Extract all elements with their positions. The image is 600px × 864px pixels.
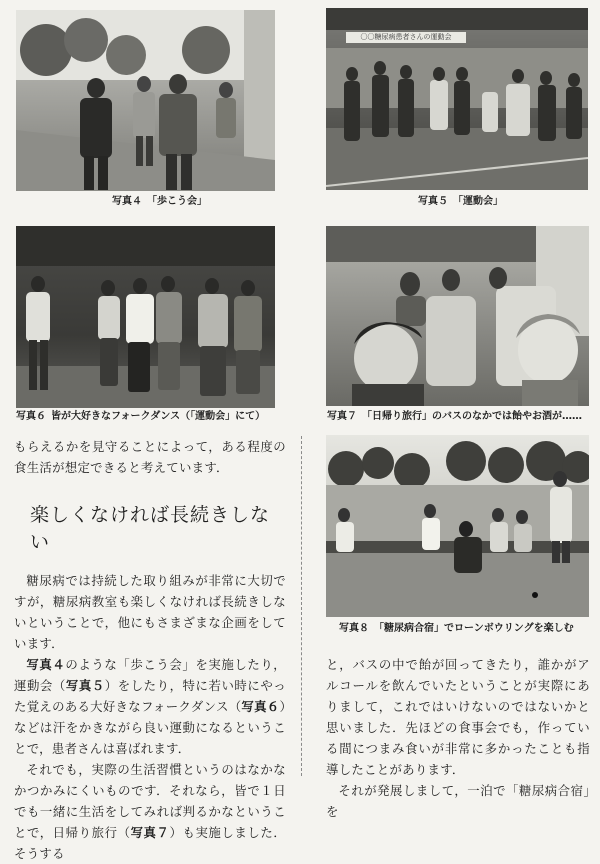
caption-photo-6 xyxy=(16,411,265,423)
caption-photo-8 xyxy=(339,623,574,635)
caption-number: 写真６ xyxy=(16,411,46,422)
photo-4 xyxy=(16,10,275,191)
right-paragraph-2: それが発展しまして，一泊で「糖尿病合宿」を xyxy=(326,783,590,819)
banner: 〇〇糖尿病患者さんの運動会 xyxy=(346,32,466,43)
caption-number: 写真５ xyxy=(418,196,448,207)
photo-ref: 写真７ xyxy=(130,825,170,840)
left-text-column xyxy=(14,436,286,864)
photo-7 xyxy=(326,226,589,406)
text-run: それでも，実際の生活習慣というのはなかなかつかみにくいものです．それなら，皆で１日でも一緒に生活をしてみれば判るかなということで，日帰り旅行（ xyxy=(14,762,286,840)
caption-photo-7 xyxy=(327,411,582,423)
right-paragraph-1: と，バスの中で飴が回ってきたり，誰かがアルコールを飲んでいたということが実際にありまして，これではいけないのではないかと思いました．先ほどの食事会でも，作っている間につまみ食いが非常に多かったことも指導したことがあります． xyxy=(326,657,590,777)
paragraph-1: 糖尿病では持続した取り組みが非常に大切ですが，糖尿病教室も楽しくなければ長続きしないということで，他にもさまざまな企画をしています． xyxy=(14,573,286,651)
photo-6 xyxy=(16,226,275,408)
caption-number: 写真７ xyxy=(327,411,357,422)
paragraph-3 xyxy=(14,759,286,864)
right-text-column xyxy=(326,654,590,822)
caption-title: 「糖尿病合宿」でローンボウリングを楽しむ xyxy=(374,623,574,634)
photo-ref: 写真６ xyxy=(241,699,280,714)
text-run: ）をしたり，特に若い時にやった覚えのある大好きなフォークダンス（ xyxy=(14,678,286,714)
caption-photo-5 xyxy=(418,196,503,208)
caption-title: 「運動会」 xyxy=(453,196,503,207)
caption-title: 「日帰り旅行」のバスのなかでは飴やお酒が…… xyxy=(362,411,582,422)
text-run: のような「歩こう会」を実施したり，運動会（ xyxy=(14,657,286,693)
caption-photo-4 xyxy=(112,196,207,208)
caption-title: 皆が大好きなフォークダンス（「運動会」にて） xyxy=(51,411,266,422)
photo-ref: 写真４ xyxy=(26,657,66,672)
intro-paragraph: もらえるかを見守ることによって，ある程度の食生活が想定できると考えています． xyxy=(14,439,286,475)
section-heading: 楽しくなければ長続きしない xyxy=(30,504,271,553)
paragraph-2 xyxy=(14,654,286,759)
caption-number: 写真４ xyxy=(112,196,142,207)
text-run: ）などは汗をかきながら良い運動になるということで，患者さんは喜ばれます． xyxy=(14,699,286,756)
photo-ref: 写真５ xyxy=(65,678,105,693)
caption-number: 写真８ xyxy=(339,623,369,634)
text-run: ）も実施しました．そうする xyxy=(14,825,287,861)
photo-5 xyxy=(326,8,588,190)
photo-8 xyxy=(326,435,589,617)
column-divider xyxy=(301,436,302,776)
caption-title: 「歩こう会」 xyxy=(147,196,207,207)
